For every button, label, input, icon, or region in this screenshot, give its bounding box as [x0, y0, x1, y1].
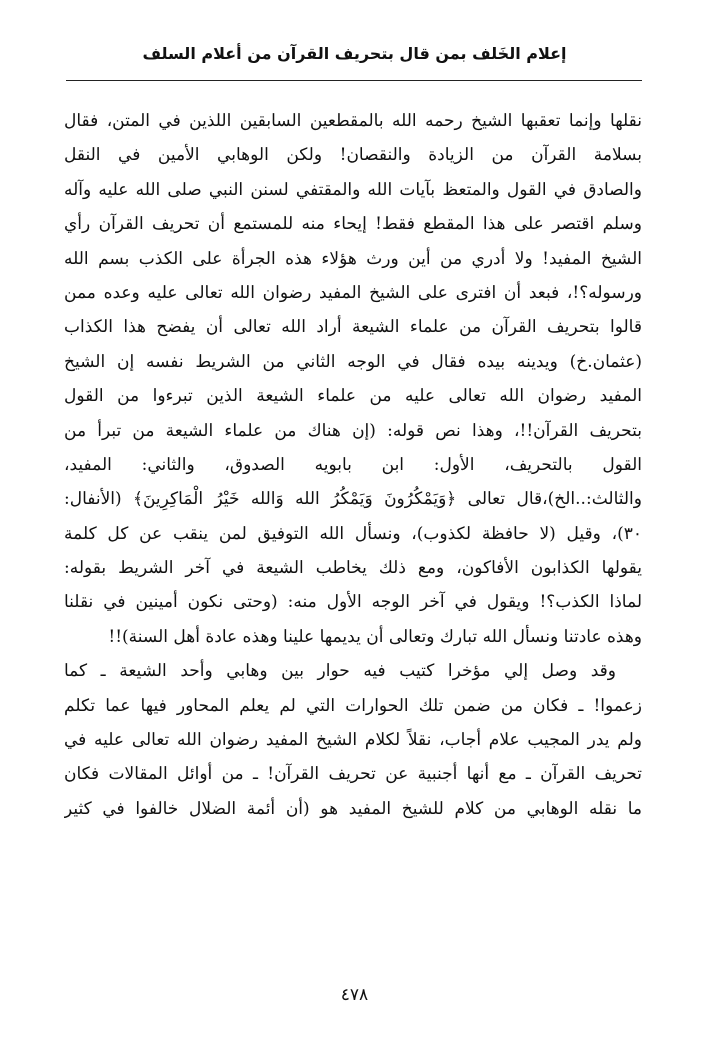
- text-line: ٣٠)، وقيل (لا حافظة لكذوب)، ونسأل الله التوفيق لمن ينقب عن كل كلمة: [64, 523, 642, 544]
- text-line: والصادق في القول والمتعظ بآيات الله والمقتفي لسنن النبي صلى الله عليه وآله: [64, 179, 642, 200]
- text-line: المفيد رضوان الله تعالى عليه من علماء الشيعة الذين تبرءوا من القول: [64, 386, 642, 407]
- text-line: ما نقله الوهابي من كلام للشيخ المفيد هو (أن أئمة الضلال خالفوا في كثير: [64, 798, 642, 819]
- page-number: ٤٧٨: [340, 985, 369, 1005]
- header-divider: [66, 80, 642, 81]
- text-line: وسلم اقتصر على هذا المقطع فقط! إيحاء منه للمستمع أن تحريف القرآن رأي: [64, 214, 642, 235]
- text-line: ولم يدر المجيب علام أجاب، نقلاً لكلام الشيخ المفيد رضوان الله تعالى عليه في: [64, 730, 642, 751]
- text-line: وقد وصل إلي مؤخرا كتيب فيه حوار بين وهابي وأحد الشيعة ـ كما: [64, 661, 616, 682]
- text-line: الشيخ المفيد! ولا أدري من أين ورث هؤلاء هذه الجرأة على الكذب بسم الله: [64, 248, 642, 269]
- text-line: (عثمان.خ) ويدينه بيده فقال في الوجه الثاني من الشريط نفسه إن الشيخ: [64, 351, 642, 372]
- text-line: بتحريف القرآن!!، وهذا نص قوله: (إن هناك من علماء الشيعة من تبرأ من: [64, 420, 642, 441]
- text-line: زعموا! ـ فكان من ضمن تلك الحوارات التي لم يعلم المحاور فيها عما تكلم: [64, 695, 642, 716]
- text-line: تحريف القرآن ـ مع أنها أجنبية عن تحريف القرآن! ـ من أوائل المقالات فكان: [64, 764, 642, 785]
- running-header: إعلام الخَلف بمن قال بتحريف القرآن من أعلام السلف: [142, 44, 567, 63]
- text-line: يقولها الكذابون الأفاكون، ومع ذلك يخاطب الشيعة في آخر الشريط بقوله:: [64, 558, 642, 579]
- text-line: بسلامة القرآن من الزيادة والنقصان! ولكن الوهابي الأمين في النقل: [64, 145, 642, 166]
- text-line: ورسوله؟!، فبعد أن افترى على الشيخ المفيد رضوان الله تعالى عليه وعده ممن: [64, 282, 642, 303]
- text-line: القول بالتحريف، الأول: ابن بابويه الصدوق، والثاني: المفيد،: [64, 454, 642, 475]
- text-line: نقلها وإنما تعقبها الشيخ رحمه الله بالمقطعين السابقين اللذين في المتن، فقال: [64, 111, 642, 131]
- text-line: لماذا الكذب؟! ويقول في آخر الوجه الأول منه: (وحتى نكون أمينين في نقلنا: [64, 592, 642, 613]
- text-line: قالوا بتحريف القرآن من علماء الشيعة أراد الله تعالى أن يفضح هذا الكذاب: [64, 317, 642, 338]
- text-line: والثالث:..الخ)،قال تعالى ﴿وَيَمْكُرُونَ وَيَمْكُرُ الله وَالله خَيْرُ الْمَاكِرِينَ﴾ (الأنفال:: [64, 489, 642, 510]
- text-line: وهذه عادتنا ونسأل الله تبارك وتعالى أن يديمها علينا وهذه عادة أهل السنة)!!: [108, 626, 642, 647]
- body-text: [64, 104, 642, 826]
